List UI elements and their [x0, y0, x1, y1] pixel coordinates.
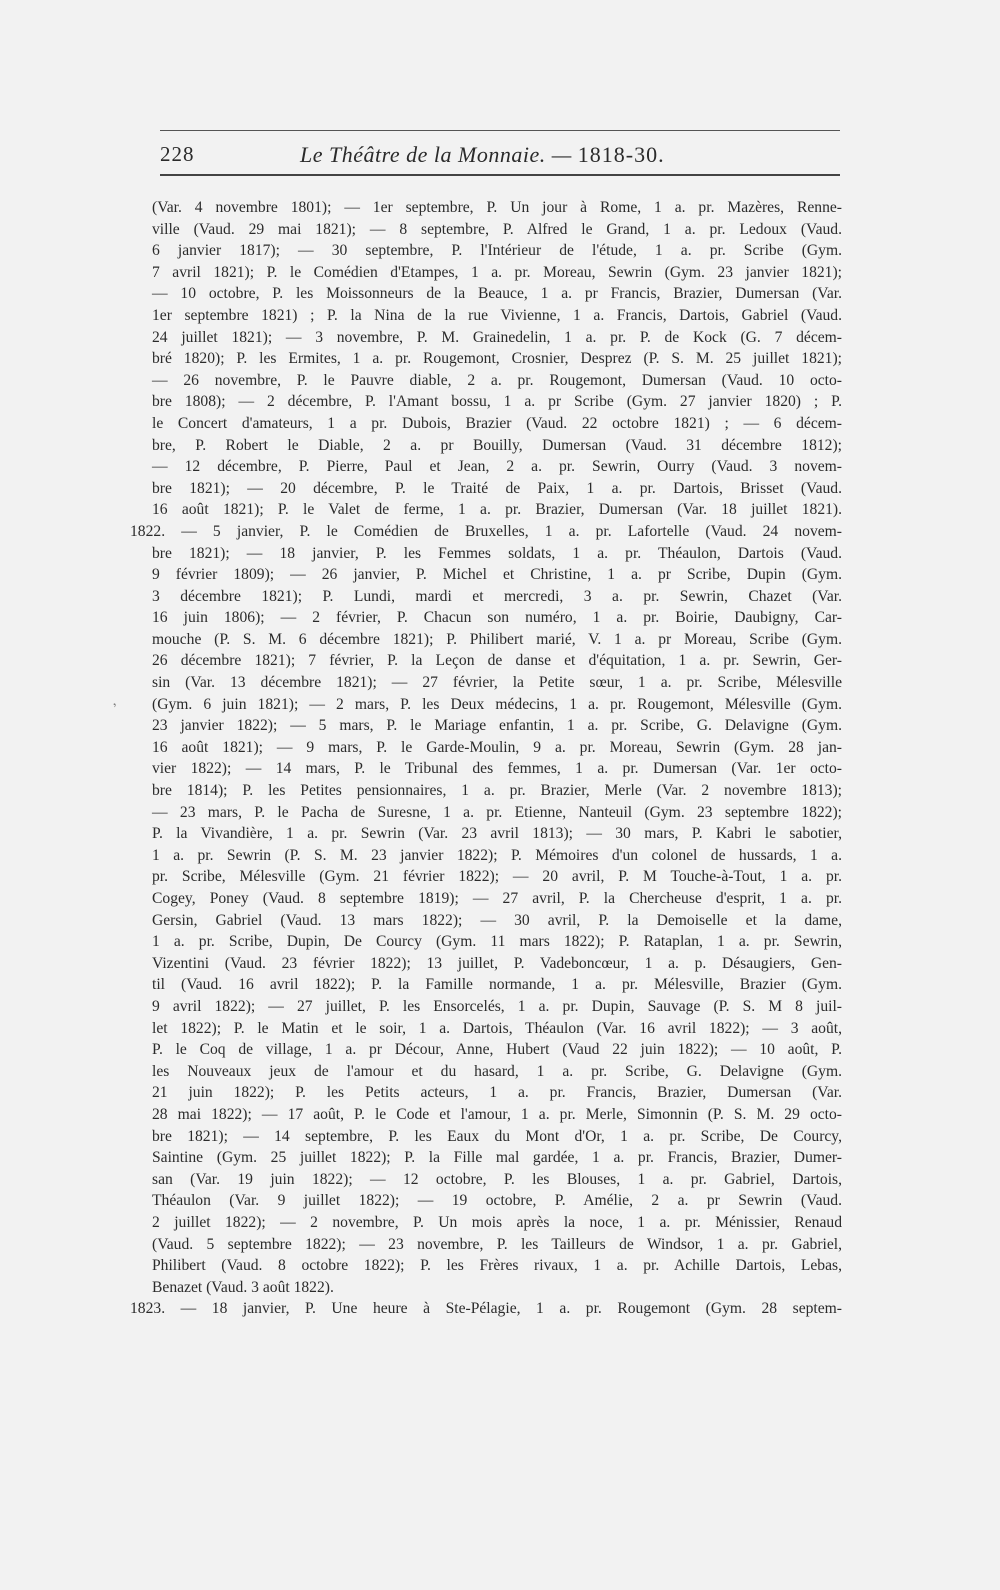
text-line: P. la Vivandière, 1 a. pr. Sewrin (Var. 23 avril 1813); — 30 mars, P. Kabri le sabotier, — [152, 825, 842, 843]
text-line: 1 a. pr. Sewrin (P. S. M. 23 janvier 1822); P. Mémoires d'un colonel de hussards, 1 a. — [152, 846, 842, 864]
page-number: 228 — [160, 142, 195, 166]
text-line: pr. Scribe, Mélesville (Gym. 21 février 1822); — 20 avril, P. M Touche-à-Tout, 1 a. pr. — [152, 868, 842, 886]
text-line: 16 août 1821); — 9 mars, P. le Garde-Moulin, 9 a. pr. Moreau, Sewrin (Gym. 28 jan- — [152, 738, 842, 756]
text-line: 1 a. pr. Scribe, Dupin, De Courcy (Gym. 11 mars 1822); P. Rataplan, 1 a. pr. Sewrin, — [152, 933, 842, 951]
text-line: Gersin, Gabriel (Vaud. 13 mars 1822); — 30 avril, P. la Demoiselle et la dame, — [152, 911, 842, 929]
text-line: Benazet (Vaud. 3 août 1822). — [152, 1278, 334, 1296]
year-entry-line: 1822. — 5 janvier, P. le Comédien de Bruxelles, 1 a. pr. Lafortelle (Vaud. 24 novem- — [130, 522, 842, 540]
text-line: 24 juillet 1821); — 3 novembre, P. M. Grainedelin, 1 a. pr. P. de Kock (G. 7 décem- — [152, 328, 842, 346]
text-line: let 1822); P. le Matin et le soir, 1 a. Dartois, Théaulon (Var. 16 avril 1822); — 3 août, — [152, 1019, 842, 1037]
text-line: 23 janvier 1822); — 5 mars, P. le Mariage enfantin, 1 a. pr. Scribe, G. Delavigne (Gym. — [152, 717, 842, 735]
text-line: — 10 octobre, P. les Moissonneurs de la Beauce, 1 a. pr Francis, Brazier, Dumersan (Var. — [152, 285, 842, 303]
text-line: 6 janvier 1817); — 30 septembre, P. l'Intérieur de l'étude, 1 a. pr. Scribe (Gym. — [152, 242, 842, 260]
text-line: bre 1814); P. les Petites pensionnaires, 1 a. pr. Brazier, Merle (Var. 2 novembre 1813); — [152, 782, 842, 800]
text-line: (Vaud. 5 septembre 1822); — 23 novembre, P. les Tailleurs de Windsor, 1 a. pr. Gabriel, — [152, 1235, 842, 1253]
text-line: 16 août 1821); P. le Valet de ferme, 1 a. pr. Brazier, Dumersan (Var. 18 juillet 1821). — [152, 501, 842, 519]
header-bottom-rule — [160, 174, 840, 176]
text-line: 9 avril 1822); — 27 juillet, P. les Ensorcelés, 1 a. pr. Dupin, Sauvage (P. S. M 8 juil- — [152, 997, 842, 1015]
year-entry-line: 1823. — 18 janvier, P. Une heure à Ste-Pélagie, 1 a. pr. Rougemont (Gym. 28 septem- — [130, 1300, 842, 1318]
text-line: — 23 mars, P. le Pacha de Suresne, 1 a. pr. Etienne, Nanteuil (Gym. 23 septembre 1822); — [152, 803, 842, 821]
body-text — [130, 197, 842, 1320]
text-line: bré 1820); P. les Ermites, 1 a. pr. Rougemont, Crosnier, Desprez (P. S. M. 25 juillet 1821); — [152, 350, 842, 368]
text-line: 3 décembre 1821); P. Lundi, mardi et mercredi, 3 a. pr. Sewrin, Chazet (Var. — [152, 587, 842, 605]
text-line: sin (Var. 13 décembre 1821); — 27 février, la Petite sœur, 1 a. pr. Scribe, Mélesville — [152, 674, 842, 692]
text-line: — 26 novembre, P. le Pauvre diable, 2 a. pr. Rougemont, Dumersan (Vaud. 10 octo- — [152, 371, 842, 389]
running-title-separator: — — [551, 142, 572, 167]
text-line: 9 février 1809); — 26 janvier, P. Michel et Christine, 1 a. pr Scribe, Dupin (Gym. — [152, 566, 842, 584]
text-line: Saintine (Gym. 25 juillet 1822); P. la Fille mal gardée, 1 a. pr. Francis, Brazier, Dumer- — [152, 1149, 842, 1167]
text-line: 1er septembre 1821) ; P. la Nina de la rue Vivienne, 1 a. Francis, Dartois, Gabriel (Vaud. — [152, 306, 842, 324]
text-line: 7 avril 1821); P. le Comédien d'Etampes, 1 a. pr. Moreau, Sewrin (Gym. 23 janvier 1821); — [152, 263, 842, 281]
text-line: Philibert (Vaud. 8 octobre 1822); P. les Frères rivaux, 1 a. pr. Achille Dartois, Lebas, — [152, 1257, 842, 1275]
running-title — [300, 142, 665, 168]
text-line: til (Vaud. 16 avril 1822); P. la Famille normande, 1 a. pr. Mélesville, Brazier (Gym. — [152, 976, 842, 994]
text-line: 2 juillet 1822); — 2 novembre, P. Un mois après la noce, 1 a. pr. Ménissier, Renaud — [152, 1213, 842, 1231]
text-line: ville (Vaud. 29 mai 1821); — 8 septembre, P. Alfred le Grand, 1 a. pr. Ledoux (Vaud. — [152, 220, 842, 238]
text-line: 21 juin 1822); P. les Petits acteurs, 1 a. pr. Francis, Brazier, Dumersan (Var. — [152, 1084, 842, 1102]
running-title-years: 1818-30. — [577, 142, 665, 167]
header-top-rule — [160, 130, 840, 131]
running-title-text: Le Théâtre de la Monnaie. — [300, 142, 546, 167]
text-line: les Nouveaux jeux de l'amour et du hasard, 1 a. pr. Scribe, G. Delavigne (Gym. — [152, 1062, 842, 1080]
text-line: le Concert d'amateurs, 1 a pr. Dubois, Brazier (Vaud. 22 octobre 1821) ; — 6 décem- — [152, 414, 842, 432]
text-line: 16 juin 1806); — 2 février, P. Chacun son numéro, 1 a. pr. Boirie, Daubigny, Car- — [152, 609, 842, 627]
text-line: — 12 décembre, P. Pierre, Paul et Jean, 2 a. pr. Sewrin, Ourry (Vaud. 3 novem- — [152, 458, 842, 476]
text-line: vier 1822); — 14 mars, P. le Tribunal des femmes, 1 a. pr. Dumersan (Var. 1er octo- — [152, 760, 842, 778]
text-line: mouche (P. S. M. 6 décembre 1821); P. Philibert marié, V. 1 a. pr Moreau, Scribe (Gym. — [152, 630, 842, 648]
text-line: Théaulon (Var. 9 juillet 1822); — 19 octobre, P. Amélie, 2 a. pr Sewrin (Vaud. — [152, 1192, 842, 1210]
text-line: Vizentini (Vaud. 23 février 1822); 13 juillet, P. Vadeboncœur, 1 a. p. Désaugiers, Gen- — [152, 954, 842, 972]
text-line: 26 décembre 1821); 7 février, P. la Leçon de danse et d'équitation, 1 a. pr. Sewrin, Ger- — [152, 652, 842, 670]
text-line: P. le Coq de village, 1 a. pr Décour, Anne, Hubert (Vaud 22 juin 1822); — 10 août, P. — [152, 1041, 842, 1059]
text-line: bre 1821); — 18 janvier, P. les Femmes soldats, 1 a. pr. Théaulon, Dartois (Vaud. — [152, 544, 842, 562]
text-line: Cogey, Poney (Vaud. 8 septembre 1819); — 27 avril, P. la Chercheuse d'esprit, 1 a. pr. — [152, 890, 842, 907]
text-line: bre 1821); — 20 décembre, P. le Traité de Paix, 1 a. pr. Dartois, Brisset (Vaud. — [152, 479, 842, 497]
text-line: bre 1821); — 14 septembre, P. les Eaux du Mont d'Or, 1 a. pr. Scribe, De Courcy, — [152, 1127, 842, 1145]
text-line: (Gym. 6 juin 1821); — 2 mars, P. les Deux médecins, 1 a. pr. Rougemont, Mélesville (Gym. — [152, 695, 842, 713]
text-line: bre, P. Robert le Diable, 2 a. pr Bouilly, Dumersan (Vaud. 31 décembre 1812); — [152, 436, 842, 454]
running-header — [160, 130, 840, 176]
stray-ink-mark: , — [109, 693, 118, 710]
text-line: bre 1808); — 2 décembre, P. l'Amant bossu, 1 a. pr Scribe (Gym. 27 janvier 1820) ; P. — [152, 393, 842, 411]
text-line: (Var. 4 novembre 1801); — 1er septembre, P. Un jour à Rome, 1 a. pr. Mazères, Renne- — [152, 199, 842, 216]
text-line: san (Var. 19 juin 1822); — 12 octobre, P. les Blouses, 1 a. pr. Gabriel, Dartois, — [152, 1170, 842, 1188]
text-line: 28 mai 1822); — 17 août, P. le Code et l'amour, 1 a. pr. Merle, Simonnin (P. S. M. 29 octo- — [152, 1105, 842, 1123]
